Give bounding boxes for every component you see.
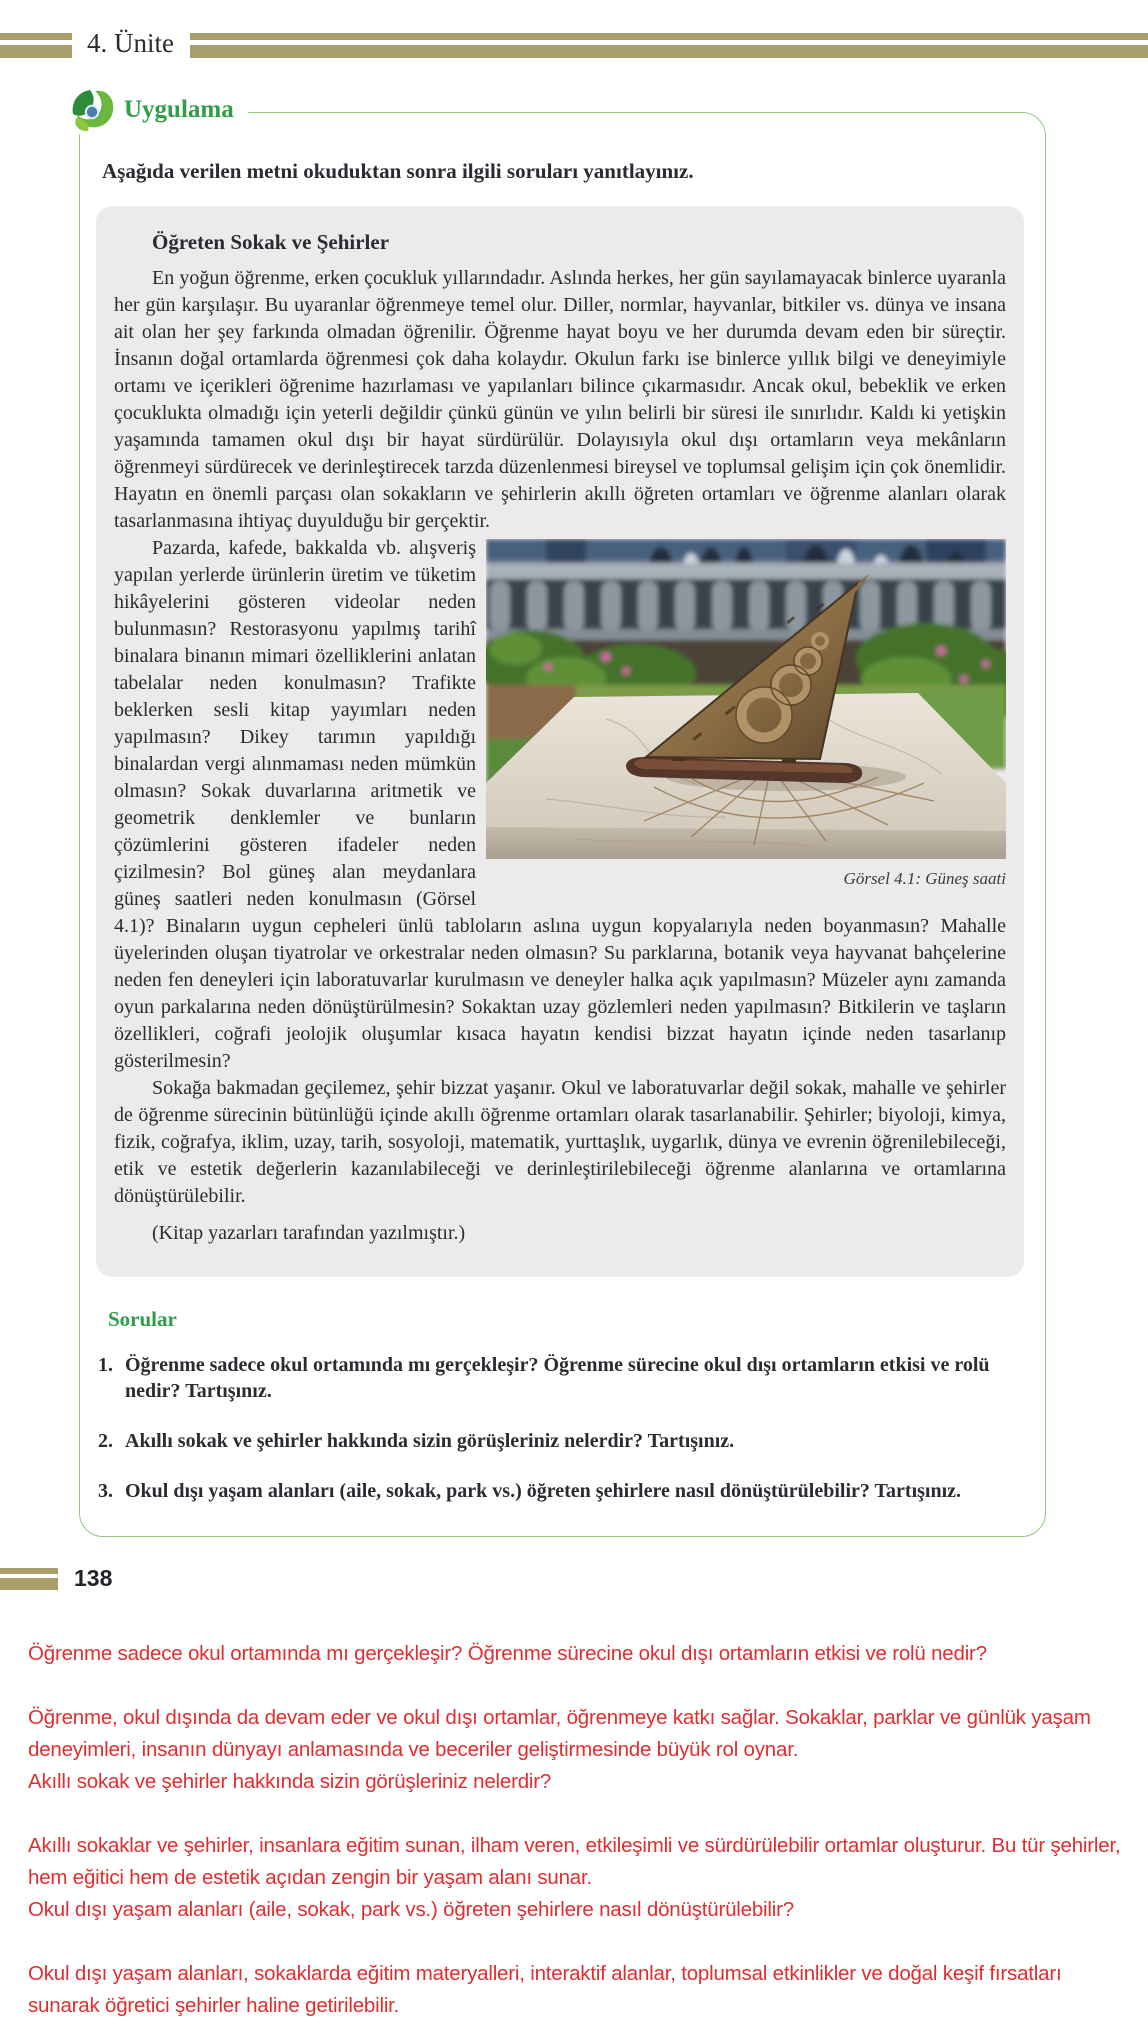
activity-instruction: Aşağıda verilen metni okuduktan sonra ilgili soruları yanıtlayınız. xyxy=(102,159,694,183)
annotation-question-3: Okul dışı yaşam alanları (aile, sokak, park vs.) öğreten şehirlere nasıl dönüştürülebilir? xyxy=(28,1898,794,1921)
annotations-section xyxy=(28,1638,1122,2022)
annotation-answer-3: Okul dışı yaşam alanları, sokaklarda eğitim materyalleri, interaktif alanlar, toplumsal etkinlikler ve doğal keşif fırsatları sunarak öğretici şehirler haline getirilebilir. xyxy=(28,1962,1062,2017)
activity-heading xyxy=(68,86,248,134)
passage-card xyxy=(96,206,1024,1277)
passage-paragraph-3: Sokağa bakmadan geçilemez, şehir bizzat yaşanır. Okul ve laboratuvarlar değil sokak, mahalle ve şehirler de öğrenme sürecinin bütünlüğü içinde akıllı öğrenme ortamları olarak tasarlanabilir. Şehirler; biyoloji, kimya, fizik, coğrafya, iklim, uzay, tarih, sosyoloji, matematik, yurttaşlık, uygarlık, dünya ve evrenin öğrenilebileceği, etik ve estetik değerlerin kazanılabileceği ve derinleştirilebileceği öğrenme alanlarına ve ortamlarına dönüştürülebilir. xyxy=(114,1077,1006,1207)
question-text: Öğrenme sadece okul ortamında mı gerçekleşir? Öğrenme sürecine okul dışı ortamların etkisi ve rolü nedir? Tartışınız. xyxy=(125,1354,990,1402)
question-item xyxy=(98,1352,1021,1404)
figure-caption: Görsel 4.1: Güneş saati xyxy=(843,869,1006,888)
header-stripe-right xyxy=(190,33,1148,58)
page-number: 138 xyxy=(74,1565,113,1591)
question-text: Akıllı sokak ve şehirler hakkında sizin görüşleriniz nelerdir? Tartışınız. xyxy=(125,1430,735,1452)
unit-title: 4. Ünite xyxy=(87,28,174,58)
question-number: 3. xyxy=(98,1480,113,1502)
question-item xyxy=(98,1478,1021,1504)
passage-attribution: (Kitap yazarları tarafından yazılmıştır.) xyxy=(152,1222,466,1244)
stripe-bar xyxy=(0,1578,58,1590)
question-number: 2. xyxy=(98,1430,113,1452)
page-footer xyxy=(0,1565,1148,1592)
sundial-photo xyxy=(486,539,1006,859)
passage-title: Öğreten Sokak ve Şehirler xyxy=(152,230,390,254)
annotation-question-2: Akıllı sokak ve şehirler hakkında sizin görüşleriniz nelerdir? xyxy=(28,1770,552,1793)
stripe-bar xyxy=(0,45,72,58)
unit-header xyxy=(0,0,1148,60)
question-number: 1. xyxy=(98,1354,113,1376)
activity-heading-label: Uygulama xyxy=(124,96,234,123)
question-item xyxy=(98,1428,1021,1454)
questions-heading: Sorular xyxy=(108,1307,177,1331)
header-stripe-left xyxy=(0,33,72,58)
stripe-bar xyxy=(190,45,1148,58)
uygulama-logo-icon xyxy=(70,88,116,132)
passage-paragraph-1: En yoğun öğrenme, erken çocukluk yıllarındadır. Aslında herkes, her gün sayılamayacak binlerce uyaranla her gün karşılaşır. Bu uyaranlar öğrenmeye temel olur. Diller, normlar, hayvanlar, bitkiler vs. dünya ve insana ait olan her şey farkında olmadan öğrenilir. Öğrenme hayat boyu ve her durumda devam eden bir süreçtir. İnsanın doğal ortamlarda öğrenmesi çok daha kolaydır. Okulun farkı ise binlerce yıllık bilgi ve deneyimiyle ortamı ve içerikleri öğrenime hazırlaması ve yapılanları bilince çıkarmasıdır. Ancak okul, bebeklik ve erken çocuklukta olmadığı için yeterli değildir çünkü günün ve yılın belirli bir süresi ile sınırlıdır. Kaldı ki yetişkin yaşamında tamamen okul dışı bir hayat sürdürülür. Dolayısıyla okul dışı ortamların veya mekânların öğrenmeyi sürdürecek ve derinleştirecek tarzda düzenlenmesi bireysel ve toplumsal gelişim için çok önemlidir. Hayatın en önemli parçası olan sokakların ve şehirlerin akıllı öğreten ortamları ve öğrenme alanları olarak tasarlanmasına ihtiyaç duyulduğu bir gerçektir. xyxy=(114,267,1006,532)
question-text: Okul dışı yaşam alanları (aile, sokak, park vs.) öğreten şehirlere nasıl dönüştürülebilir? Tartışınız. xyxy=(125,1480,962,1502)
annotation-answer-2: Akıllı sokaklar ve şehirler, insanlara eğitim sunan, ilham veren, etkileşimli ve sürdürülebilir ortamlar oluşturur. Bu tür şehirler, hem eğitici hem de estetik açıdan zengin bir yaşam alanı sunar. xyxy=(28,1834,1121,1889)
stripe-bar xyxy=(190,33,1148,40)
stripe-bar xyxy=(0,33,72,40)
passage-paragraph-2: Pazarda, kafede, bakkalda vb. alışveriş yapılan yerlerde ürünlerin üretim ve tüketim hikâyelerini gösteren videolar neden bulunmasın? Restorasyonu yapılmış tarihî binalara binanın mimari özelliklerini anlatan tabelalar neden konulmasın? Trafikte beklerken sesli kitap yayımları neden yapılmasın? Dikey tarımın yapıldığı binalardan vergi alınmaması neden mümkün olmasın? Sokak duvarlarına aritmetik ve geometrik denklemler ve bunların çözümlerini gösteren ifadeler neden çizilmesin? Bol güneş alan meydanlara güneş saatleri neden konulmasın (Görsel 4.1)? Binaların uygun cepheleri ünlü tabloların aslına uygun kopyalarıyla neden boyanmasın? Mahalle üyelerinden oluşan tiyatrolar ve orkestralar neden olmasın? Su parklarına, botanik veya hayvanat bahçelerine neden fen deneyleri için laboratuvarlar kurulmasın ve deneyler halka açık yapılmasın? Müzeler aynı zamanda oyun parkalarına neden dönüştürülmesin? Sokaktan uzay gözlemleri neden yapılmasın? Bitkilerin ve taşların özellikleri, coğrafi jeolojik oluşumlar kısaca hayatın kendisi bizzat hayatın içinde neden tasarlanıp gösterilmesin? xyxy=(114,537,1006,1072)
sundial-figure xyxy=(486,539,1006,889)
footer-stripe xyxy=(0,1568,58,1590)
activity-section xyxy=(79,96,1046,1537)
annotation-answer-1: Öğrenme, okul dışında da devam eder ve okul dışı ortamlar, öğrenmeye katkı sağlar. Sokaklar, parklar ve günlük yaşam deneyimleri, insanın dünyayı anlamasında ve beceriler geliştirmesinde büyük rol oynar. xyxy=(28,1706,1091,1761)
annotation-question-1: Öğrenme sadece okul ortamında mı gerçekleşir? Öğrenme sürecine okul dışı ortamların etkisi ve rolü nedir? xyxy=(28,1642,987,1665)
